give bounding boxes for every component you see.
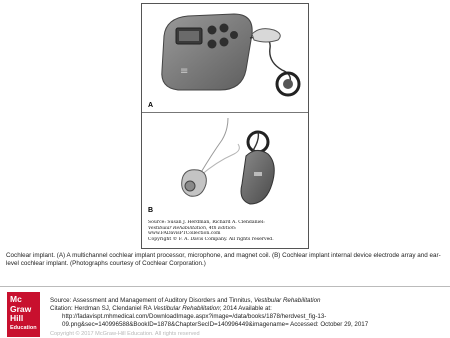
citation-prefix: Citation: Herdman SJ, Clendaniel RA <box>50 305 154 313</box>
credit-copyright: Copyright © F. A. Davis Company. All rights reserved. <box>148 236 274 242</box>
credit-source: Source: Susan J. Herdman, Richard A. Clendaniel: <box>148 220 265 225</box>
divider <box>0 286 450 287</box>
logo-line-2: Graw <box>10 303 32 314</box>
cochlear-processor-photo <box>142 4 308 113</box>
citation-line <box>50 305 445 313</box>
figure-image <box>141 3 309 249</box>
credit-website: www.FADavisPTCollection.com <box>148 231 221 237</box>
logo-line-4: Education <box>10 324 37 331</box>
source-book-title: Vestibular Rehabilitation <box>253 297 321 304</box>
svg-text:≡: ≡ <box>180 66 189 77</box>
logo-line-1: Mc <box>10 294 22 304</box>
credit-book-title: Vestibular Rehabilitation, 4th Edition: <box>148 225 237 231</box>
figure-panel-b <box>142 114 308 219</box>
source-prefix: Source: Assessment and Management of Auditory Disorders and Tinnitus, <box>50 297 254 304</box>
figure-panel-a <box>142 4 308 113</box>
copyright-notice: Copyright © 2017 McGraw-Hill Education. All rights reserved <box>50 331 200 337</box>
figure-credit <box>142 219 308 249</box>
panel-label-b: B <box>148 207 154 214</box>
citation-url-1[interactable]: http://fadavispt.mhmedical.com/DownloadImage.aspx?image=/data/books/1878/herdvest_fig-13- <box>62 313 327 321</box>
source-citation <box>50 297 445 329</box>
citation-suffix: ; 2014 Available at: <box>219 305 272 313</box>
cochlear-implant-photo <box>142 114 308 219</box>
citation-url-2[interactable]: 09.png&sec=140996588&BookID=1878&ChapterSecID=140996449&imagename= Accessed: October 29, 2017 <box>62 321 369 329</box>
logo-line-3: Hill <box>10 313 24 323</box>
panel-label-a: A <box>148 102 154 109</box>
figure-caption: Cochlear implant. (A) A multichannel cochlear implant processor, microphone, and magnet coil. (B) Cochlear implant internal device electrode array and ear-level cochlear implant. (Photographs courtesy of Cochlear Corporation.) <box>6 252 441 267</box>
citation-title: Vestibular Rehabilitation <box>153 305 220 313</box>
mcgraw-hill-logo <box>7 292 40 337</box>
source-line <box>50 297 445 305</box>
